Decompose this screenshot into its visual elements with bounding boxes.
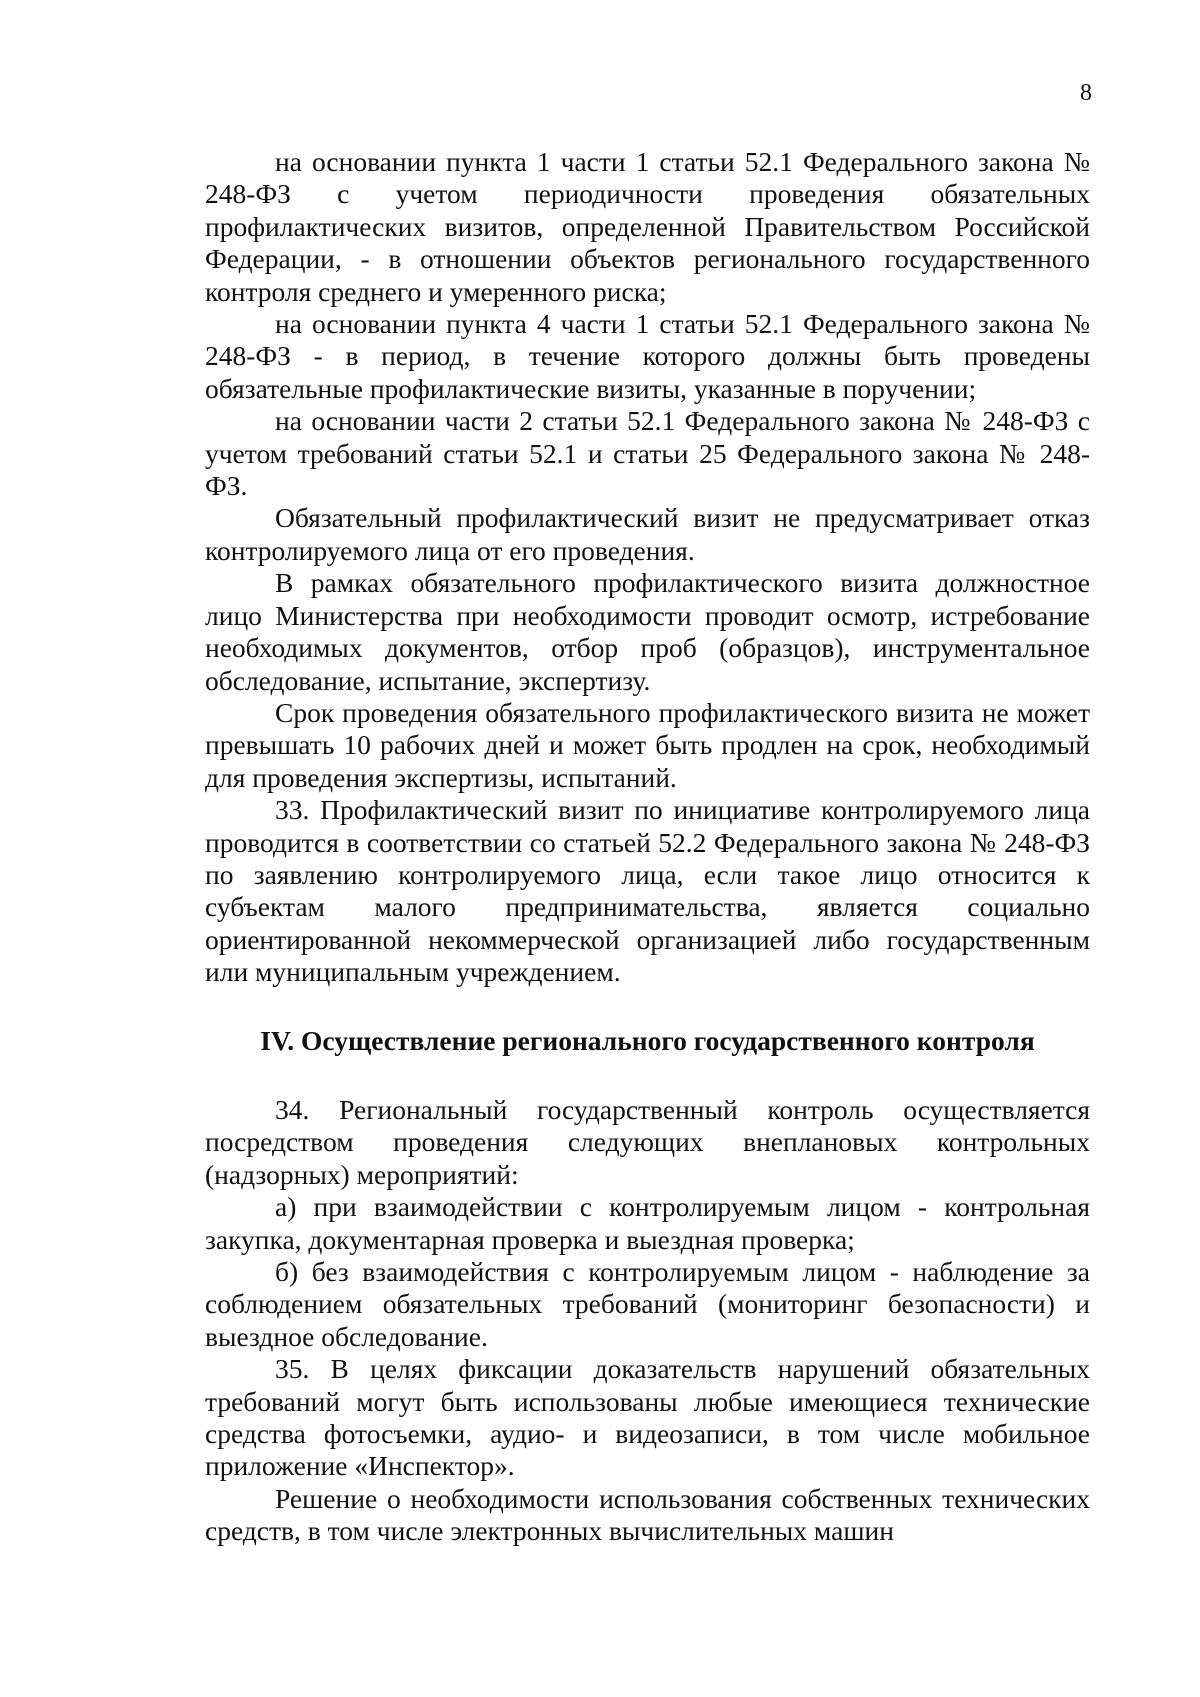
paragraph-33: 33. Профилактический визит по инициативе контролируемого лица проводится в соответствии со статьей 52.2 Федерального закона № 248-ФЗ по заявлению контролируемого лица, если такое лицо относится к субъектам малого предпринимательства, является социально ориентированной некоммерческой организацией либо государственным или муниципальным учреждением. [205,794,1090,988]
paragraph-35: 35. В целях фиксации доказательств нарушений обязательных требований могут быть использованы любые имеющиеся технические средства фотосъемки, аудио- и видеозаписи, в том числе мобильное приложение «Инспектор». [205,1353,1090,1482]
paragraph-34-b: б) без взаимодействия с контролируемым лицом - наблюдение за соблюдением обязательных требований (мониторинг безопасности) и выездное обследование. [205,1256,1090,1352]
page-number: 8 [1080,80,1092,106]
section-heading: IV. Осуществление регионального государственного контроля [260,1024,1035,1056]
paragraph-basis-part-2: на основании части 2 статьи 52.1 Федерального закона № 248-ФЗ с учетом требований статьи 52.1 и статьи 25 Федерального закона № 248-ФЗ. [205,405,1090,502]
document-body [205,146,1090,1548]
paragraph-34-a: а) при взаимодействии с контролируемым лицом - контрольная закупка, документарная проверка и выездная проверка; [205,1191,1090,1255]
paragraph-visit-term: Срок проведения обязательного профилактического визита не может превышать 10 рабочих дней и может быть продлен на срок, необходимый для проведения экспертизы, испытаний. [205,696,1090,793]
paragraph-no-refusal: Обязательный профилактический визит не предусматривает отказ контролируемого лица от его проведения. [205,502,1090,566]
paragraph-basis-item-1: на основании пункта 1 части 1 статьи 52.1 Федерального закона № 248-ФЗ с учетом периодичности проведения обязательных профилактических визитов, определенной Правительством Российской Федерации, - в отношении объектов регионального государственного контроля среднего и умеренного риска; [205,146,1090,307]
paragraph-34: 34. Региональный государственный контроль осуществляется посредством проведения следующих внеплановых контрольных (надзорных) мероприятий: [205,1093,1090,1190]
paragraph-basis-item-4: на основании пункта 4 части 1 статьи 52.1 Федерального закона № 248-ФЗ - в период, в течение которого должны быть проведены обязательные профилактические визиты, указанные в поручении; [205,308,1090,404]
paragraph-decision: Решение о необходимости использования собственных технических средств, в том числе электронных вычислительных машин [205,1482,1090,1547]
paragraph-visit-scope: В рамках обязательного профилактического визита должностное лицо Министерства при необходимости проводит осмотр, истребование необходимых документов, отбор проб (образцов), инструментальное обследование, испытание, экспертизу. [205,567,1090,696]
